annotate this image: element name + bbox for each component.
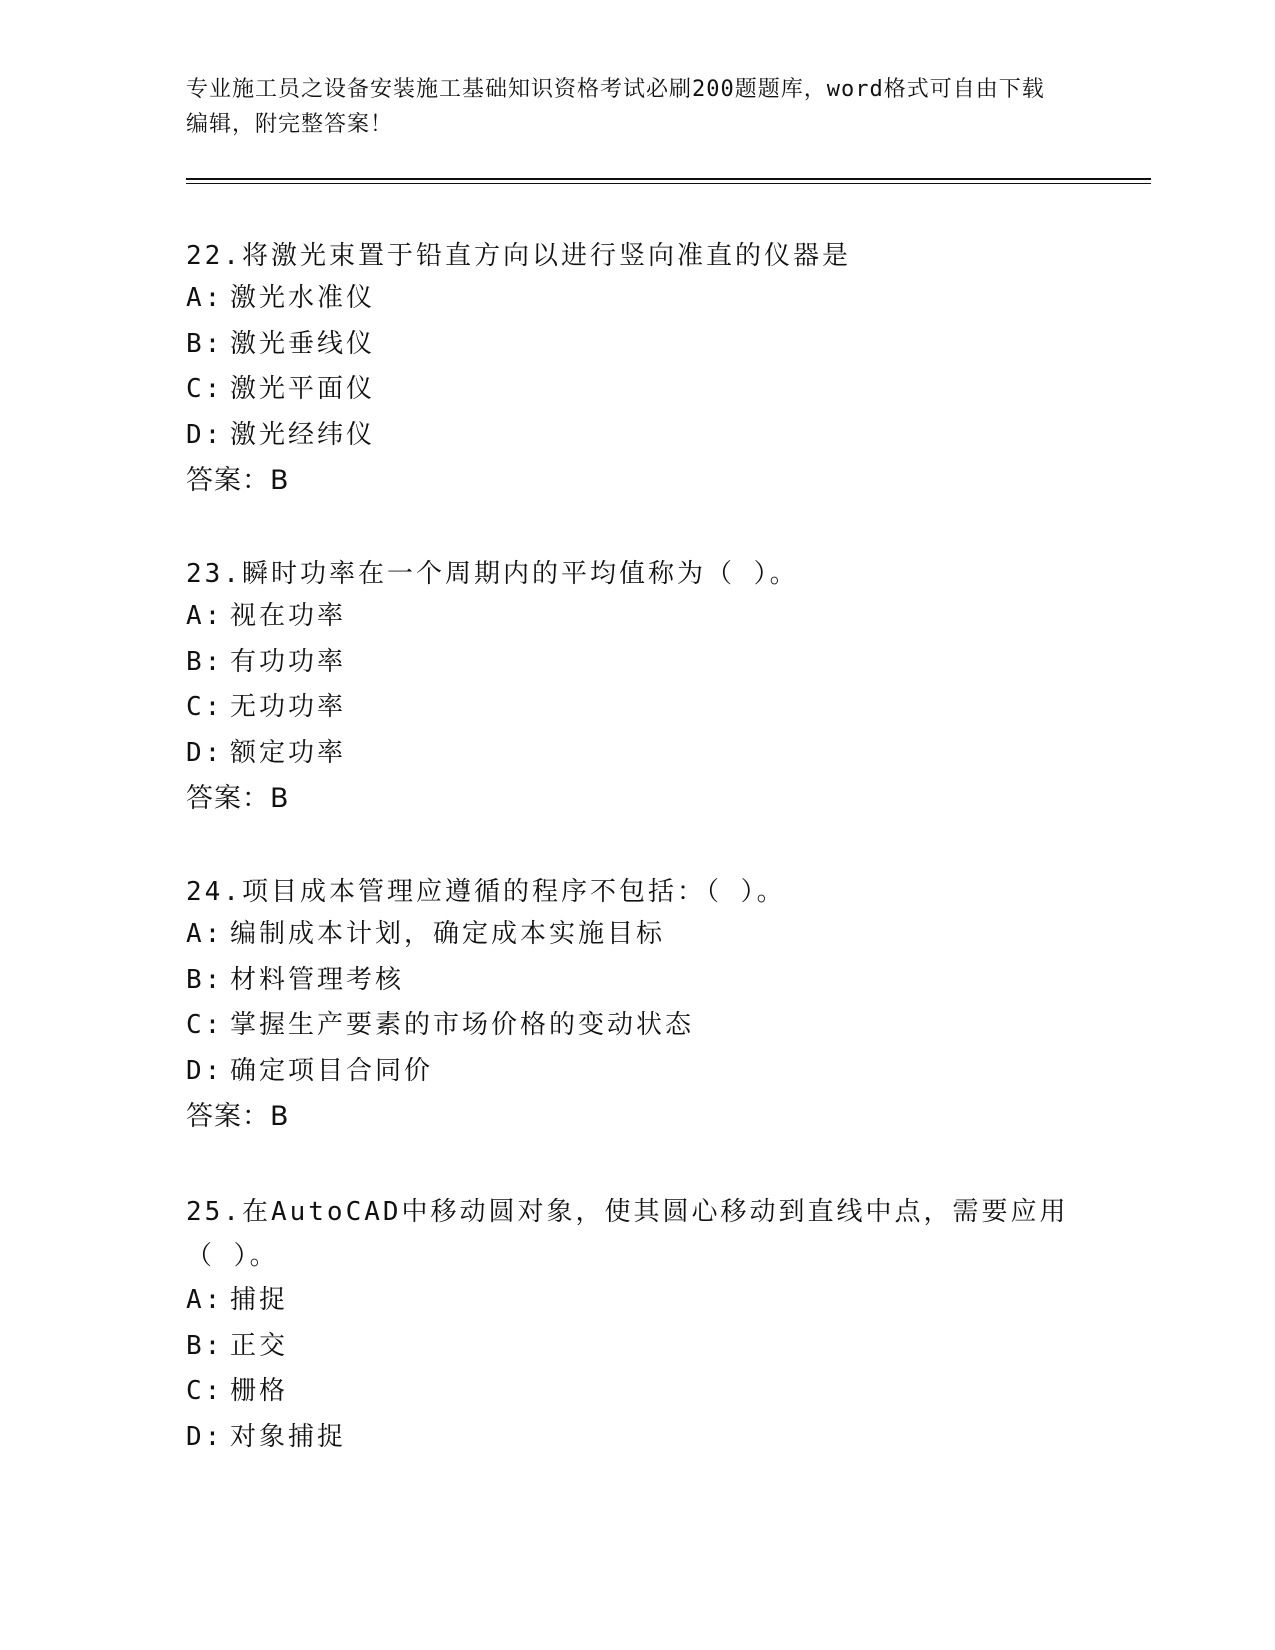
option-letter: D: (186, 419, 224, 450)
option-text: 有功功率 (230, 646, 347, 677)
option-text: 额定功率 (230, 737, 347, 768)
answer-value: B (270, 465, 290, 496)
answer-label: 答案： (186, 1101, 270, 1132)
option-letter: A: (186, 601, 224, 631)
question-stem: 25.在AutoCAD中移动圆对象，使其圆心移动到直线中点，需要应用（ ）。 (186, 1197, 1069, 1271)
option-b (186, 1324, 1086, 1370)
option-text: 视在功率 (230, 601, 347, 631)
option-b (186, 640, 1086, 686)
option-c (186, 1003, 1086, 1049)
option-b (186, 322, 1086, 368)
question-22 (186, 236, 1086, 503)
question-stem: 24.项目成本管理应遵循的程序不包括：（ ）。 (186, 877, 786, 907)
option-text: 激光水准仪 (230, 283, 376, 313)
question-23 (186, 554, 1086, 821)
option-d (186, 413, 1086, 459)
question-stem: 22.将激光束置于铅直方向以进行竖向准直的仪器是 (186, 241, 851, 271)
option-text: 激光垂线仪 (230, 328, 376, 359)
question-stem: 23.瞬时功率在一个周期内的平均值称为（ ）。 (186, 559, 799, 589)
option-letter: C: (186, 692, 224, 722)
option-text: 编制成本计划，确定成本实施目标 (230, 919, 666, 949)
question-24 (186, 872, 1086, 1139)
option-letter: A: (186, 919, 224, 949)
option-a (186, 594, 1086, 640)
option-b (186, 958, 1086, 1004)
option-d (186, 1049, 1086, 1095)
answer-line (186, 776, 1086, 821)
option-letter: C: (186, 1376, 224, 1406)
option-a (186, 276, 1086, 322)
option-c (186, 367, 1086, 413)
option-letter: D: (186, 1055, 224, 1086)
option-letter: D: (186, 737, 224, 768)
option-text: 确定项目合同价 (230, 1055, 434, 1086)
answer-line (186, 458, 1086, 503)
option-letter: B: (186, 646, 224, 677)
document-header: 专业施工员之设备安装施工基础知识资格考试必刷200题题库，word格式可自由下载编辑，附完整答案！ (186, 77, 1045, 137)
option-text: 掌握生产要素的市场价格的变动状态 (230, 1010, 695, 1040)
option-letter: B: (186, 964, 224, 995)
option-letter: C: (186, 1010, 224, 1040)
option-a (186, 912, 1086, 958)
option-text: 栅格 (230, 1376, 289, 1406)
option-letter: B: (186, 1330, 224, 1361)
option-text: 激光经纬仪 (230, 419, 376, 450)
option-text: 激光平面仪 (230, 374, 376, 404)
answer-value: B (270, 1101, 290, 1132)
answer-label: 答案： (186, 465, 270, 496)
answer-value: B (270, 783, 290, 814)
option-letter: C: (186, 374, 224, 404)
option-text: 无功功率 (230, 692, 347, 722)
option-text: 捕捉 (230, 1285, 289, 1315)
option-letter: D: (186, 1421, 224, 1452)
header-divider-thick (186, 178, 1151, 180)
option-c (186, 1369, 1086, 1415)
option-d (186, 1415, 1086, 1461)
option-letter: A: (186, 1285, 224, 1315)
question-25 (186, 1190, 1086, 1460)
header-divider-thin (186, 183, 1151, 184)
answer-line (186, 1094, 1086, 1139)
option-c (186, 685, 1086, 731)
option-text: 对象捕捉 (230, 1421, 347, 1452)
option-d (186, 731, 1086, 777)
option-letter: A: (186, 283, 224, 313)
option-letter: B: (186, 328, 224, 359)
answer-label: 答案： (186, 783, 270, 814)
option-text: 正交 (230, 1330, 289, 1361)
option-text: 材料管理考核 (230, 964, 405, 995)
option-a (186, 1278, 1086, 1324)
